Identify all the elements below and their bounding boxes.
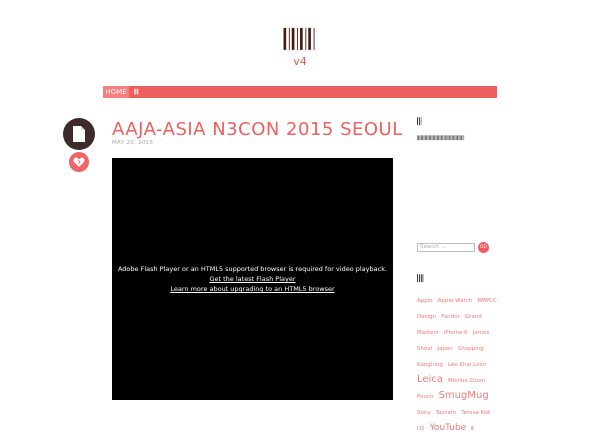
video-fallback-message — [112, 264, 393, 294]
site-title[interactable]: 𝄃𝄃𝄃𝄃 — [283, 23, 317, 56]
flash-player-link[interactable]: Get the latest Flash Player — [209, 275, 296, 283]
tags-widget-title: 𝄃𝄃𝄃 — [417, 274, 424, 285]
site-tagline: v4 — [293, 55, 307, 68]
heart-glyph — [73, 156, 85, 168]
tag-link[interactable]: Minilux Zoom — [448, 378, 486, 384]
tag-link[interactable]: Grand — [464, 314, 482, 320]
tag-link[interactable]: Masters — [417, 330, 439, 336]
tag-link[interactable]: Shopping — [457, 346, 484, 352]
tag-link[interactable]: Fandor — [441, 314, 460, 320]
video-player[interactable] — [112, 158, 393, 400]
html5-browser-link[interactable]: Learn more about upgrading to an HTML5 browser — [170, 285, 335, 293]
tag-link[interactable]: Design — [417, 314, 436, 320]
tag-link[interactable]: Apple — [417, 298, 433, 304]
video-message-text: Adobe Flash Player or an HTML5 supported browser is required for video playback. — [117, 265, 388, 273]
tag-cloud — [417, 291, 497, 435]
search-button[interactable]: GO — [478, 242, 489, 253]
tag-link[interactable]: Leica — [417, 374, 443, 385]
tag-link[interactable]: Tascam — [435, 410, 457, 416]
about-widget-title: 𝄃𝄃 — [417, 117, 422, 128]
tag-link[interactable]: BMPCC — [477, 298, 497, 304]
tag-link[interactable]: Apple Watch — [437, 298, 473, 304]
tag-link[interactable]: SmugMug — [438, 390, 489, 401]
tag-link[interactable]: Sony — [417, 410, 431, 416]
main-navigation — [103, 86, 497, 98]
tag-link[interactable]: Kanglung — [417, 362, 443, 368]
document-glyph — [72, 125, 86, 143]
tag-link[interactable]: iPhone 6 — [443, 330, 468, 336]
tag-link[interactable]: Japan — [437, 346, 453, 352]
document-icon — [63, 118, 95, 150]
tag-link[interactable]: Pouch — [417, 394, 434, 400]
tag-link[interactable]: Teresa Kok — [461, 410, 491, 416]
about-widget-text: 𝄃𝄃𝄃𝄃𝄃𝄃𝄃𝄃𝄃𝄃𝄃𝄃𝄃𝄃𝄃𝄃𝄃𝄃𝄃𝄃𝄃𝄃𝄃𝄃𝄃𝄃𝄃𝄃𝄃𝄃𝄃𝄃𝄃𝄃𝄃 — [417, 135, 465, 142]
tag-link[interactable]: Shoal — [417, 346, 433, 352]
heart-icon[interactable] — [69, 152, 89, 172]
post-title[interactable]: AAJA-ASIA N3CON 2015 SEOUL — [112, 119, 403, 140]
post-date[interactable]: MAY 20, 2015 — [112, 140, 154, 146]
tag-link[interactable]: James — [472, 330, 490, 336]
tag-link[interactable]: Lee Khai Loon — [447, 362, 487, 368]
nav-item-home[interactable]: HOME — [103, 86, 129, 98]
nav-item-page[interactable]: 𝄃𝄃𝄃 — [134, 88, 139, 96]
tag-link[interactable]: YouTube — [429, 423, 467, 433]
search-input[interactable]: Search ... — [417, 243, 475, 252]
tag-link[interactable]: U2 — [417, 426, 425, 432]
tag-link[interactable]: 𝄃𝄃 — [471, 426, 474, 432]
